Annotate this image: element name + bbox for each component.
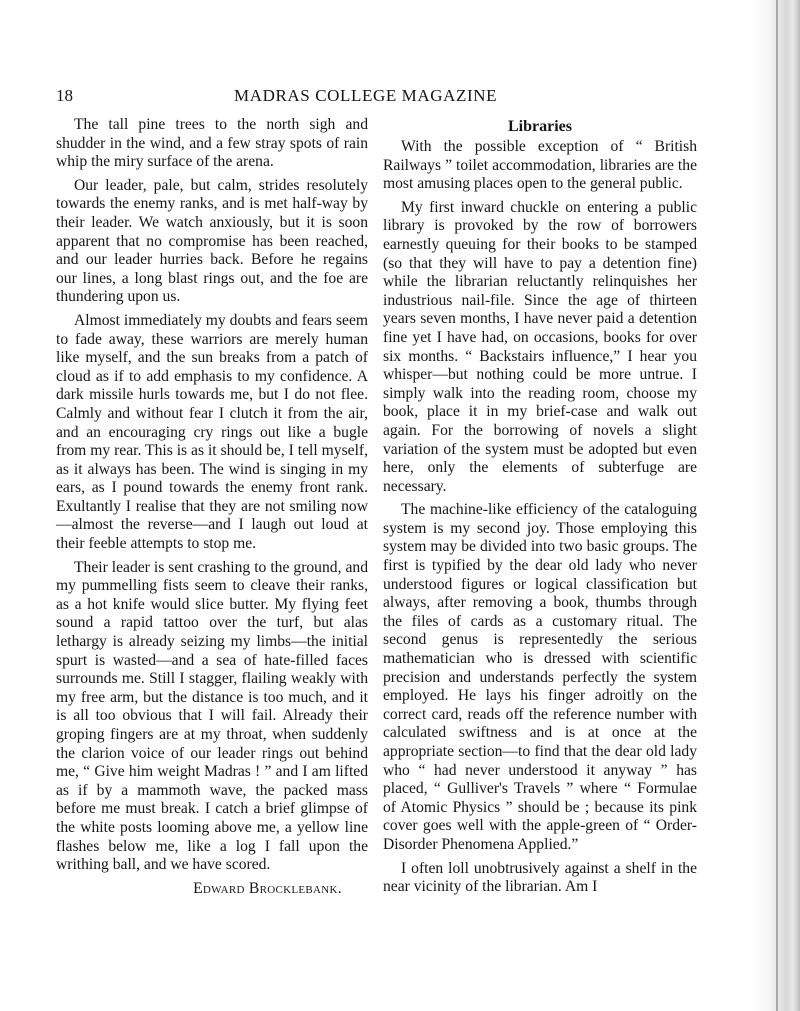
- paragraph: Their leader is sent crashing to the ground, and my pummelling fists seem to cleave their ranks, as a hot knife would slice butter. My flying feet sound a rapid tattoo over the turf, but alas lethargy is already seizing my limbs—the initial spurt is wasted—and a sea of hate-filled faces surrounds me. Still I stagger, flailing weakly with my free arm, but the distance is too much, and it is all too obvious that I will fail. Already their groping fingers are at my throat, when suddenly the clarion voice of our leader rings out behind me, “ Give him weight Madras ! ” and I am lifted as if by a mammoth wave, the packed mass before me must break. I catch a brief glimpse of the white posts looming above me, a yellow line flashes below me, like a log I fall upon the writhing ball, and we have scored.: [56, 558, 368, 874]
- page-header: [0, 80, 800, 110]
- paragraph: I often loll unobtrusively against a shelf in the near vicinity of the librarian. Am I: [383, 859, 697, 896]
- page-edge-line: [776, 0, 778, 1011]
- paragraph: My first inward chuckle on entering a public library is provoked by the row of borrowers earnestly queuing for their books to be stamped (so that they will have to pay a detention fine) while the librarian reluctantly relinquishes her industrious nail-file. Since the age of thirteen years seven months, I have never paid a detention fine yet I have had, on occasions, books for over six months. “ Backstairs influence,” I hear you whisper—but nothing could be more untrue. I simply walk into the reading room, choose my book, place it in my brief-case and walk out again. For the borrowing of novels a slight variation of the system must be adopted but even here, only the elements of subterfuge are necessary.: [383, 198, 697, 495]
- left-column: [56, 116, 368, 898]
- page-number: 18: [56, 86, 73, 105]
- right-column: [383, 116, 697, 902]
- author-signature: Edward Brocklebank.: [193, 879, 342, 897]
- paragraph: Our leader, pale, but calm, strides resolutely towards the enemy ranks, and is met half-way by their leader. We watch anxiously, but it is soon apparent that no compromise has been reached, and our leader hurries back. Before he regains our lines, a long blast rings out, and the foe are thundering upon us.: [56, 176, 368, 306]
- paragraph: Almost immediately my doubts and fears seem to fade away, these warriors are merely human like myself, and the sun breaks from a patch of cloud as if to add emphasis to my confidence. A dark missile hurls towards me, but I do not flee. Calmly and without fear I clutch it from the air, and an encouraging cry rings out like a bugle from my rear. This is as it should be, I tell myself, as it always has been. The wind is singing in my ears, as I pound towards the enemy front rank. Exultantly I realise that they are not smiling now—almost the reverse—and I laugh out loud at their feeble attempts to stop me.: [56, 311, 368, 553]
- paragraph: The machine-like efficiency of the cataloguing system is my second joy. Those employing this system may be divided into two basic groups. The first is typified by the dear old lady who never understood figures or logical classification but always, after removing a book, thumbs through the files of cards as a customary ritual. The second genus is representedly the serious mathematician who is dressed with scientific precision and understands perfectly the system employed. He lays his finger adroitly on the correct card, reads off the reference number with calculated swiftness and is at once at the appropriate section—to find that the dear old lady who “ had never understood it anyway ” has placed, “ Gulliver's Travels ” where “ Formulae of Atomic Physics ” should be ; because its pink cover goes well with the apple-green of “ Order-Disorder Phenomena Applied.”: [383, 501, 697, 853]
- paragraph: With the possible exception of “ British Railways ” toilet accommodation, libraries are the most amusing places open to the general public.: [383, 138, 697, 193]
- paragraph: The tall pine trees to the north sigh and shudder in the wind, and a few stray spots of rain whip the miry surface of the arena.: [56, 116, 368, 171]
- section-heading: Libraries: [508, 118, 572, 135]
- magazine-title: MADRAS COLLEGE MAGAZINE: [234, 86, 498, 105]
